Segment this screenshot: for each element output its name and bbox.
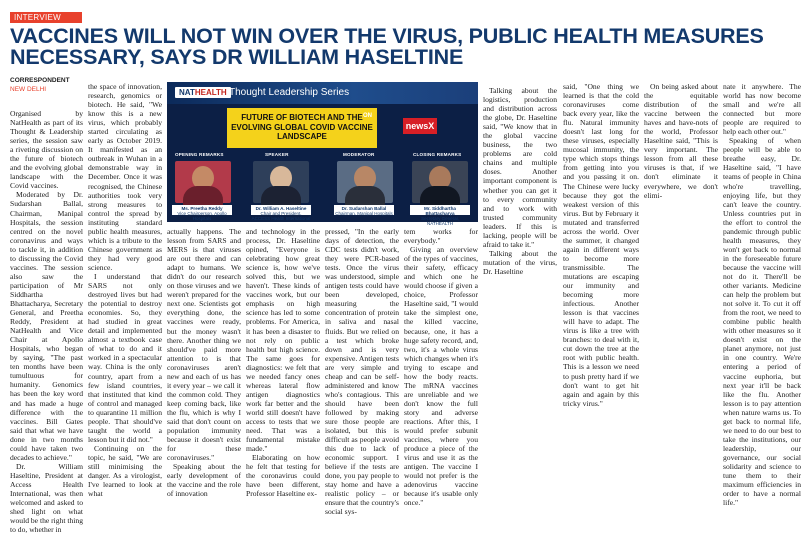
article-column-8 <box>563 82 639 451</box>
byline-place: NEW DELHI <box>10 86 47 93</box>
role-label: CLOSING REMARKS <box>413 152 462 157</box>
newsx-logo: ON newsX <box>403 118 437 134</box>
paragraph: Dr. William Haseltine, President at Access Health International, was then welcomed and asked to shed light on what would be the right thing to do, whether in <box>10 461 83 534</box>
paragraph: Organised by NatHealth as part of its Thought & Leadership series, the session saw a riveting discussion on the future of biotech and the evolving global landscape with the Covid vaccines. <box>10 109 83 191</box>
paragraph: Continuing on the topic, he said, "We are still minimising the danger. As a virologist, I've learned to look at what <box>88 443 162 499</box>
paragraph: Talking about the logistics, production and distribution across the globe, Dr. Haseltine said, "We know that in the global vaccine business, the two problems are cold chains and multiple doses. Another important component is whether you can get it to every community and to work with trusted community leaders. If this is lacking, people will be afraid to take it." <box>483 86 557 249</box>
article-column-2 <box>88 82 162 499</box>
article-column-4 <box>246 227 320 499</box>
article-column-6 <box>404 227 478 508</box>
paragraph: Elaborating on how he felt that testing for the coronavirus could have been different, Professor Haseltine ex- <box>246 453 320 499</box>
paragraph: Giving an overview of the types of vaccines, their safety, efficacy and which one he would choose if given a choice, Professor Haseltine said, "I would take the simplest one, the killed vaccine, because, one, it has a huge safety record, and, two, it's a whole virus which changes when it's trying to escape and how the body reacts. The mRNA vaccines are unreliable and we don't know the full story and adverse reactions. After this, I would prefer subunit vaccines, where you produce a piece of the virus and use it as the antigen. The vaccine I would not prefer is the adenovirus vaccine because it's usable only once." <box>404 245 478 508</box>
paragraph: pressed, "In the early days of detection, the CDC tests didn't work, they were PCR-based tests. Once the virus was understood, simple antigen tests could have been developed, measuring the concentration of protein in saliva and nasal fluids. But we relied on a test which broke down and is very expensive. Antigen tests are very simple and cheap and can be self-administered and know who's contagious. This should have been followed by making sure those people are isolated, but this is difficult as people avoid this due to lack of economic support. I believe if the tests are done, you pay people to stay home and have a realistic policy – or ensure that the country's social sys- <box>325 227 399 517</box>
speaker-photo <box>175 161 231 203</box>
article-column-1 <box>10 109 83 534</box>
paragraph: tem works for everybody." <box>404 227 478 246</box>
role-label: SPEAKER <box>265 152 289 157</box>
speaker-nameplate: Mr. Siddhartha Bhattacharya Secretary General, NATHEALTH <box>410 205 470 215</box>
event-banner-photo <box>167 82 478 226</box>
headline: VACCINES WILL NOT WIN OVER THE VIRUS, PUBLIC HEALTH MEASURES NECESSARY, SAYS DR WILLIAM HASELTINE <box>10 24 764 69</box>
speaker-photo <box>253 161 309 203</box>
speaker-photo <box>337 161 393 203</box>
speaker-nameplate: Dr. Sudarshan Ballal Chairman, Manipal Hospitals <box>335 205 393 216</box>
paragraph: Speaking of when people will be able to breathe easy, Dr. Haseltine said, "I have teams of people in China who're travelling, enjoying life, but they can't leave the country. Unless countries put in the effort to control the pandemic through public health measures, they won't get back to normal in the foreseeable future because the vaccine will not do it. There'll be other variants. Medicine can help the problem but not solve it. To cut it off from the root, we need to combine public health with other measures so it doesn't exist on the planet anymore, not just in one country. We're entering a period of vaccine euphoria, but next year it'll be back like the flu. Another lesson is to pay attention when nature warns us. To get back to normal life, we need to do our best to take the institutions, our leadership, our governance, our social solidarity and science to tune them to their maximum efficiencies in order to have a normal life." <box>723 136 801 508</box>
paragraph: Speaking about the early development of the vaccine and the role of innovation <box>167 462 241 499</box>
role-label: OPENING REMARKS <box>175 152 224 157</box>
paragraph: I understand that SARS not only destroyed lives but had the potential to destroy economies. So, they had studied in great detail and implemented almost a textbook case of what to do and it worked in a spectacular way. China is the only country, apart from a few island countries, that instituted that kind of control and managed to quarantine 11 million people. That should've taught the world a lesson but it did not." <box>88 271 162 444</box>
article-column-9 <box>644 82 718 451</box>
article-column-3 <box>167 227 241 499</box>
byline-role: CORRESPONDENT <box>10 77 70 84</box>
speaker-nameplate: Ms. Preetha Reddy Vice Chairperson, Apollo Hospitals <box>172 205 232 215</box>
paragraph: Talking about the mutation of the virus, Dr. Haseltine <box>483 248 557 276</box>
paragraph: and technology in the process, Dr. Haseltine opined, "Everyone is celebrating how great science is, how we've solved this, but we haven't. These kinds of vaccines work, but our emphasis on high science has led to some problems. For America, it has been a disaster to not rely on public health but high science. The same goes for diagnostics: we felt that we needed fancy ones whereas lateral flow antigen diagnostics work far better and the world still doesn't have access to tests that we need. That was a fundamental mistake made." <box>246 227 320 454</box>
article-column-7 <box>483 86 557 451</box>
paragraph: On being asked about the equitable distribution of the vaccine between the haves and have-nots of the world, Professor Haseltine said, "This is very important. The lesson from all these viruses is that, if we don't eliminate it everywhere, we don't elimi- <box>644 82 718 200</box>
nathealth-logo: NATHEALTH <box>175 87 231 98</box>
session-topic: FUTURE OF BIOTECH AND THE EVOLVING GLOBAL COVID VACCINE LANDSCAPE <box>227 108 377 148</box>
speaker-nameplate: Dr. William A. Haseltine Chair and President, ACCESS Health International <box>251 205 311 221</box>
paragraph: actually happens. The lesson from SARS and MERS is that viruses are out there and can adapt to humans. We didn't do our research on those viruses and we weren't prepared for the next one. Scientists got everything done, the vaccines were ready, but the money wasn't there. Another thing we should've paid more attention to is that coronaviruses aren't new and each of us has it every year – we call it the common cold. They keep coming back, like the flu, which is why I said that don't count on population immunity because it doesn't exist for these coronaviruses." <box>167 227 241 463</box>
section-tag: INTERVIEW <box>10 12 82 23</box>
paragraph: said, "One thing we learned is that the cold coronaviruses come back every year, like the flu. Natural immunity doesn't last long for these viruses, especially mucosal immunity, the type which stops things from getting into you and you passing it on. The Chinese were lucky because they got the weakest version of this virus. But by February it mutated and transferred across the world. Over the summer, it changed again in different ways to become more transmissible. The mutations are escaping our immunity and becoming more infectious. Another lesson is that vaccines will have to adapt. The virus is like a tree with branches: to deal with it, cut down the tree at the root with public health. This is a lesson we need to push pretty hard if we don't want to get hit again and again by this tricky virus." <box>563 82 639 408</box>
paragraph: Moderated by Dr. Sudarshan Ballal, Chairman, Manipal Hospitals, the session centred on the novel coronavirus and ways to tackle it, in addition to discussing the Covid vaccines. The session also saw the participation of Mr Siddhartha Bhattacharya, Secretary General, and Preetha Reddy, President at NatHealth and Vice Chair at Apollo Hospitals, who began by saying, "The past ten months have been tumultuous for humanity. Genomics has been the key word and has made a huge difference with the vaccines. Bill Gates said that what we have done in two months could have taken two decades to achieve." <box>10 190 83 462</box>
speaker-photo <box>412 161 468 203</box>
paragraph: nate it anywhere. The world has now become small and we're all connected but more people are required to help each other out." <box>723 82 801 137</box>
article-column-10 <box>723 82 801 508</box>
series-title: Thought Leadership Series <box>229 87 350 98</box>
role-label: MODERATOR <box>343 152 375 157</box>
article-column-5 <box>325 227 399 517</box>
paragraph: the space of innovation, research, genomics or biotech. He said, "We know this is a new virus, which probably started circulating as early as October 2019. It manifested as an outbreak in Wuhan in a demonstrable way in December. Once it was recognised, the Chinese authorities took very strong measures to control the spread by instituting standard public health measures, which is a tribute to the Chinese government as they had very good science. <box>88 82 162 272</box>
